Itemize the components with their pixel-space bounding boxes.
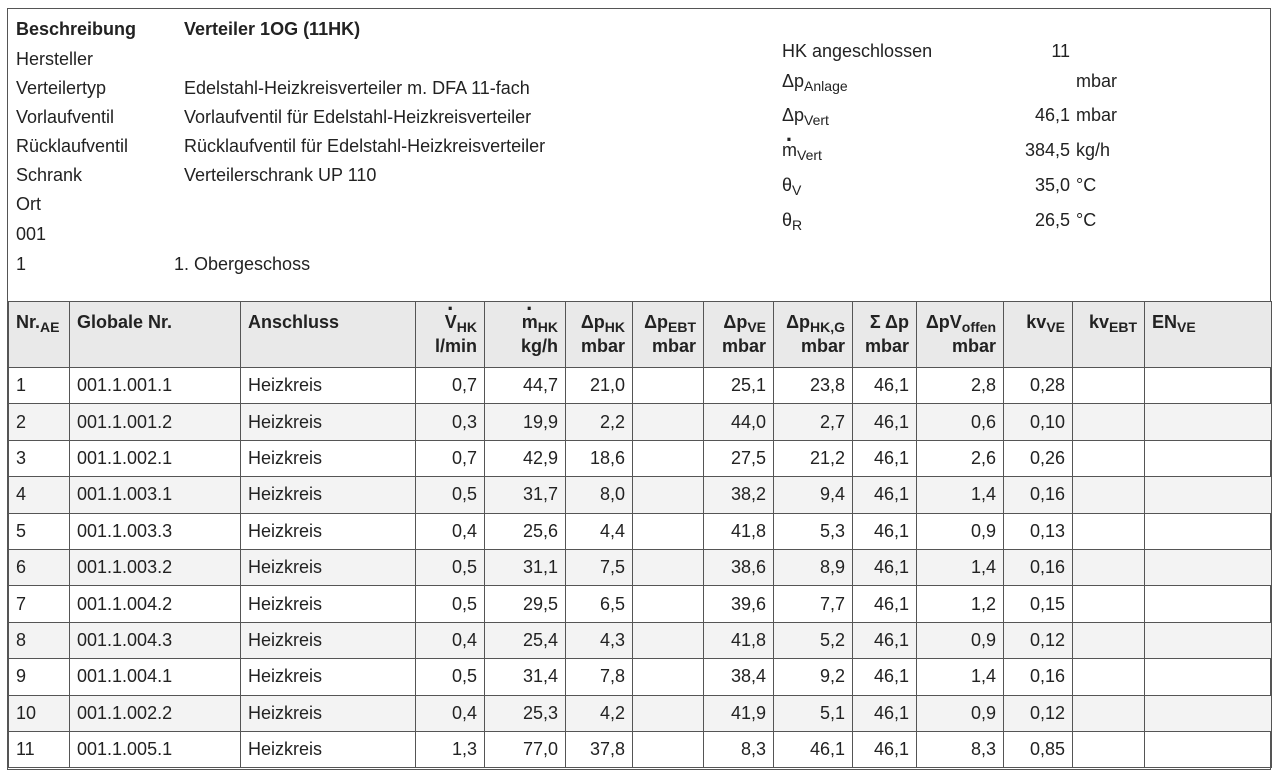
- table-row: [9, 622, 1272, 658]
- cell-sum-dp: 46,1: [853, 659, 917, 695]
- col-header-kv-ebt: $kv_{EBT}$: [1073, 302, 1145, 368]
- cell-globale-nr: 001.1.003.3: [70, 513, 241, 549]
- ruecklaufventil-value: Rücklaufventil für Edelstahl-Heizkreisverteiler: [184, 136, 546, 156]
- col-header-dp-hkg: $\Delta p_{HK,G}$ mbar: [774, 302, 853, 368]
- cell-kv-ebt: [1073, 622, 1145, 658]
- col-header-dpv-offen: ΔpV$_{offen}$ mbar: [917, 302, 1004, 368]
- m-vert-label: · $m_{Vert}$: [782, 140, 822, 161]
- cell-kv-ve: 0,15: [1004, 586, 1073, 622]
- cell-dp-ebt: [633, 513, 704, 549]
- table-row: [9, 404, 1272, 440]
- cell-dp-ebt: [633, 731, 704, 767]
- cell-dpv-offen: 0,9: [917, 513, 1004, 549]
- cell-nr: 1: [9, 368, 70, 404]
- cell-kv-ve: 0,12: [1004, 695, 1073, 731]
- cell-dp-hkg: 9,4: [774, 477, 853, 513]
- cell-dp-hk: 2,2: [566, 404, 633, 440]
- col-header-dp-ve: $\Delta p_{VE}$ mbar: [704, 302, 774, 368]
- cell-m-hk: 25,4: [485, 622, 566, 658]
- cell-dp-ebt: [633, 549, 704, 585]
- cell-dp-ebt: [633, 477, 704, 513]
- cell-en-ve: [1145, 659, 1272, 695]
- cell-anschluss: Heizkreis: [241, 513, 416, 549]
- cell-dp-hk: 6,5: [566, 586, 633, 622]
- theta-v-value: 35,0: [1034, 175, 1070, 195]
- cell-sum-dp: 46,1: [853, 513, 917, 549]
- cell-globale-nr: 001.1.003.1: [70, 477, 241, 513]
- theta-v-unit: °C: [1076, 175, 1097, 195]
- cell-nr: 2: [9, 404, 70, 440]
- cell-dp-hkg: 21,2: [774, 440, 853, 476]
- ort-label: Ort: [16, 194, 41, 214]
- table-row: [9, 368, 1272, 404]
- cell-globale-nr: 001.1.004.2: [70, 586, 241, 622]
- cell-kv-ve: 0,16: [1004, 477, 1073, 513]
- cell-dp-ve: 41,9: [704, 695, 774, 731]
- dp-vert-unit: mbar: [1076, 105, 1118, 125]
- cell-anschluss: Heizkreis: [241, 549, 416, 585]
- cell-dp-ebt: [633, 695, 704, 731]
- cell-dp-ebt: [633, 659, 704, 695]
- cell-sum-dp: 46,1: [853, 440, 917, 476]
- cell-sum-dp: 46,1: [853, 404, 917, 440]
- cell-dp-hkg: 7,7: [774, 586, 853, 622]
- cell-m-hk: 77,0: [485, 731, 566, 767]
- ruecklaufventil-label: Rücklaufventil: [16, 136, 129, 156]
- cell-dp-ve: 44,0: [704, 404, 774, 440]
- cell-dp-hkg: 5,2: [774, 622, 853, 658]
- table-row: [9, 513, 1272, 549]
- cell-globale-nr: 001.1.004.3: [70, 622, 241, 658]
- verteilertyp-label: Verteilertyp: [16, 78, 107, 98]
- cell-m-hk: 29,5: [485, 586, 566, 622]
- cell-dp-hk: 7,8: [566, 659, 633, 695]
- theta-v-label: $\theta_V$: [782, 175, 802, 198]
- dp-anlage-unit: mbar: [1076, 71, 1118, 91]
- cell-m-hk: 25,6: [485, 513, 566, 549]
- cell-m-hk: 19,9: [485, 404, 566, 440]
- cell-kv-ebt: [1073, 659, 1145, 695]
- theta-r-label: $\theta_R$: [782, 210, 803, 233]
- cell-dpv-offen: 0,9: [917, 695, 1004, 731]
- col-header-anschluss: Anschluss: [241, 302, 416, 368]
- cell-kv-ebt: [1073, 513, 1145, 549]
- m-vert-value: 384,5: [1024, 140, 1070, 160]
- cell-en-ve: [1145, 440, 1272, 476]
- cell-anschluss: Heizkreis: [241, 440, 416, 476]
- table-row: [9, 659, 1272, 695]
- cell-globale-nr: 001.1.003.2: [70, 549, 241, 585]
- cell-anschluss: Heizkreis: [241, 586, 416, 622]
- cell-dp-hk: 4,3: [566, 622, 633, 658]
- cell-dp-ve: 25,1: [704, 368, 774, 404]
- floor-number: 1: [16, 254, 27, 274]
- cell-globale-nr: 001.1.001.1: [70, 368, 241, 404]
- cell-m-hk: 42,9: [485, 440, 566, 476]
- cell-anschluss: Heizkreis: [241, 695, 416, 731]
- cell-sum-dp: 46,1: [853, 622, 917, 658]
- cell-m-hk: 31,1: [485, 549, 566, 585]
- cell-dp-ve: 41,8: [704, 622, 774, 658]
- cell-en-ve: [1145, 622, 1272, 658]
- cell-en-ve: [1145, 404, 1272, 440]
- cell-kv-ebt: [1073, 404, 1145, 440]
- cell-kv-ve: 0,13: [1004, 513, 1073, 549]
- cell-dpv-offen: 1,2: [917, 586, 1004, 622]
- col-header-sum-dp: Σ Δp mbar: [853, 302, 917, 368]
- cell-v-hk: 0,5: [416, 659, 485, 695]
- cell-globale-nr: 001.1.002.2: [70, 695, 241, 731]
- cell-nr: 11: [9, 731, 70, 767]
- cell-en-ve: [1145, 731, 1272, 767]
- schrank-value: Verteilerschrank UP 110: [184, 165, 377, 185]
- cell-en-ve: [1145, 549, 1272, 585]
- cell-dpv-offen: 1,4: [917, 659, 1004, 695]
- cell-kv-ebt: [1073, 695, 1145, 731]
- hk-connected-value: 11: [1051, 41, 1070, 61]
- cell-dp-ebt: [633, 440, 704, 476]
- cell-dp-ve: 38,2: [704, 477, 774, 513]
- cell-anschluss: Heizkreis: [241, 368, 416, 404]
- cell-en-ve: [1145, 586, 1272, 622]
- cell-anschluss: Heizkreis: [241, 659, 416, 695]
- cell-dp-hkg: 8,9: [774, 549, 853, 585]
- cell-v-hk: 0,7: [416, 440, 485, 476]
- table-row: [9, 440, 1272, 476]
- cell-globale-nr: 001.1.001.2: [70, 404, 241, 440]
- col-header-dp-hk: $\Delta p_{HK}$ mbar: [566, 302, 633, 368]
- cell-nr: 7: [9, 586, 70, 622]
- cell-dp-hkg: 46,1: [774, 731, 853, 767]
- cell-v-hk: 0,4: [416, 513, 485, 549]
- cell-dpv-offen: 2,8: [917, 368, 1004, 404]
- cell-kv-ve: 0,85: [1004, 731, 1073, 767]
- cell-dp-ve: 41,8: [704, 513, 774, 549]
- cell-sum-dp: 46,1: [853, 695, 917, 731]
- cell-en-ve: [1145, 477, 1272, 513]
- col-header-en-ve: $EN_{VE}$: [1145, 302, 1272, 368]
- cell-dp-ve: 38,4: [704, 659, 774, 695]
- cell-v-hk: 0,5: [416, 477, 485, 513]
- cell-anschluss: Heizkreis: [241, 731, 416, 767]
- cell-dp-hk: 37,8: [566, 731, 633, 767]
- table-row: [9, 695, 1272, 731]
- cell-v-hk: 0,5: [416, 549, 485, 585]
- beschreibung-label: Beschreibung: [16, 19, 137, 39]
- cell-nr: 6: [9, 549, 70, 585]
- cell-nr: 9: [9, 659, 70, 695]
- cell-dp-ebt: [633, 404, 704, 440]
- cell-dp-ve: 38,6: [704, 549, 774, 585]
- cell-dp-hkg: 5,3: [774, 513, 853, 549]
- cell-anschluss: Heizkreis: [241, 622, 416, 658]
- cell-kv-ebt: [1073, 586, 1145, 622]
- cell-dpv-offen: 1,4: [917, 549, 1004, 585]
- cell-sum-dp: 46,1: [853, 731, 917, 767]
- cell-dp-hkg: 9,2: [774, 659, 853, 695]
- theta-r-value: 26,5: [1034, 210, 1070, 230]
- dp-vert-value: 46,1: [1034, 105, 1070, 125]
- cell-m-hk: 25,3: [485, 695, 566, 731]
- cell-kv-ebt: [1073, 440, 1145, 476]
- theta-r-unit: °C: [1076, 210, 1097, 230]
- table-header-row: [9, 302, 1272, 368]
- cell-v-hk: 0,4: [416, 695, 485, 731]
- cell-dpv-offen: 0,9: [917, 622, 1004, 658]
- cell-sum-dp: 46,1: [853, 477, 917, 513]
- cell-en-ve: [1145, 695, 1272, 731]
- cell-kv-ebt: [1073, 731, 1145, 767]
- cell-dp-hkg: 23,8: [774, 368, 853, 404]
- cell-dp-hk: 21,0: [566, 368, 633, 404]
- cell-sum-dp: 46,1: [853, 549, 917, 585]
- dp-vert-label: $\Delta p_{Vert}$: [782, 105, 829, 128]
- cell-dp-hk: 18,6: [566, 440, 633, 476]
- cell-sum-dp: 46,1: [853, 368, 917, 404]
- vorlaufventil-label: Vorlaufventil: [16, 107, 115, 127]
- cell-anschluss: Heizkreis: [241, 404, 416, 440]
- cell-en-ve: [1145, 368, 1272, 404]
- cell-dp-ebt: [633, 368, 704, 404]
- cell-kv-ebt: [1073, 549, 1145, 585]
- cell-dp-ve: 8,3: [704, 731, 774, 767]
- cell-dpv-offen: 0,6: [917, 404, 1004, 440]
- table-row: [9, 477, 1272, 513]
- cell-v-hk: 0,3: [416, 404, 485, 440]
- cell-dpv-offen: 2,6: [917, 440, 1004, 476]
- cell-kv-ve: 0,10: [1004, 404, 1073, 440]
- cell-dpv-offen: 1,4: [917, 477, 1004, 513]
- hk-connected-label: HK angeschlossen: [782, 41, 933, 61]
- m-vert-unit: kg/h: [1076, 140, 1111, 160]
- cell-nr: 5: [9, 513, 70, 549]
- floor-name: 1. Obergeschoss: [174, 254, 311, 274]
- heating-circuit-table: [8, 301, 1272, 768]
- cell-dpv-offen: 8,3: [917, 731, 1004, 767]
- cell-v-hk: 0,5: [416, 586, 485, 622]
- cell-kv-ve: 0,16: [1004, 659, 1073, 695]
- cell-nr: 4: [9, 477, 70, 513]
- cell-dp-hk: 4,4: [566, 513, 633, 549]
- cell-dp-hk: 4,2: [566, 695, 633, 731]
- cell-v-hk: 0,7: [416, 368, 485, 404]
- cell-dp-hkg: 5,1: [774, 695, 853, 731]
- schrank-label: Schrank: [16, 165, 83, 185]
- table-row: [9, 549, 1272, 585]
- cell-globale-nr: 001.1.005.1: [70, 731, 241, 767]
- beschreibung-value: Verteiler 1OG (11HK): [184, 19, 361, 39]
- cell-sum-dp: 46,1: [853, 586, 917, 622]
- cell-m-hk: 44,7: [485, 368, 566, 404]
- cell-kv-ve: 0,26: [1004, 440, 1073, 476]
- cell-globale-nr: 001.1.002.1: [70, 440, 241, 476]
- cell-nr: 3: [9, 440, 70, 476]
- cell-nr: 8: [9, 622, 70, 658]
- distributor-info-section: [8, 9, 1270, 301]
- col-header-globale-nr: Globale Nr.: [70, 302, 241, 368]
- cell-dp-ve: 27,5: [704, 440, 774, 476]
- col-header-v-hk: · $V_{HK}$ l/min: [416, 302, 485, 368]
- cell-globale-nr: 001.1.004.1: [70, 659, 241, 695]
- dp-anlage-label: $\Delta p_{Anlage}$: [782, 71, 848, 94]
- col-header-kv-ve: $kv_{VE}$: [1004, 302, 1073, 368]
- verteilertyp-value: Edelstahl-Heizkreisverteiler m. DFA 11-fach: [184, 78, 530, 98]
- table-body: [9, 368, 1272, 768]
- table-row: [9, 731, 1272, 767]
- cell-dp-ebt: [633, 622, 704, 658]
- cell-dp-hk: 7,5: [566, 549, 633, 585]
- cell-kv-ebt: [1073, 368, 1145, 404]
- cell-kv-ebt: [1073, 477, 1145, 513]
- cell-dp-ebt: [633, 586, 704, 622]
- cell-m-hk: 31,4: [485, 659, 566, 695]
- cell-dp-hk: 8,0: [566, 477, 633, 513]
- cell-dp-ve: 39,6: [704, 586, 774, 622]
- col-header-m-hk: · $m_{HK}$ kg/h: [485, 302, 566, 368]
- ort-code: 001: [16, 224, 47, 244]
- distributor-sheet: [7, 8, 1271, 770]
- cell-kv-ve: 0,16: [1004, 549, 1073, 585]
- cell-en-ve: [1145, 513, 1272, 549]
- cell-v-hk: 0,4: [416, 622, 485, 658]
- cell-kv-ve: 0,28: [1004, 368, 1073, 404]
- col-header-nr: $Nr._{AE}$: [9, 302, 70, 368]
- cell-nr: 10: [9, 695, 70, 731]
- vorlaufventil-value: Vorlaufventil für Edelstahl-Heizkreisverteiler: [184, 107, 532, 127]
- cell-v-hk: 1,3: [416, 731, 485, 767]
- hersteller-label: Hersteller: [16, 49, 94, 69]
- cell-anschluss: Heizkreis: [241, 477, 416, 513]
- cell-dp-hkg: 2,7: [774, 404, 853, 440]
- table-row: [9, 586, 1272, 622]
- cell-kv-ve: 0,12: [1004, 622, 1073, 658]
- cell-m-hk: 31,7: [485, 477, 566, 513]
- col-header-dp-ebt: $\Delta p_{EBT}$ mbar: [633, 302, 704, 368]
